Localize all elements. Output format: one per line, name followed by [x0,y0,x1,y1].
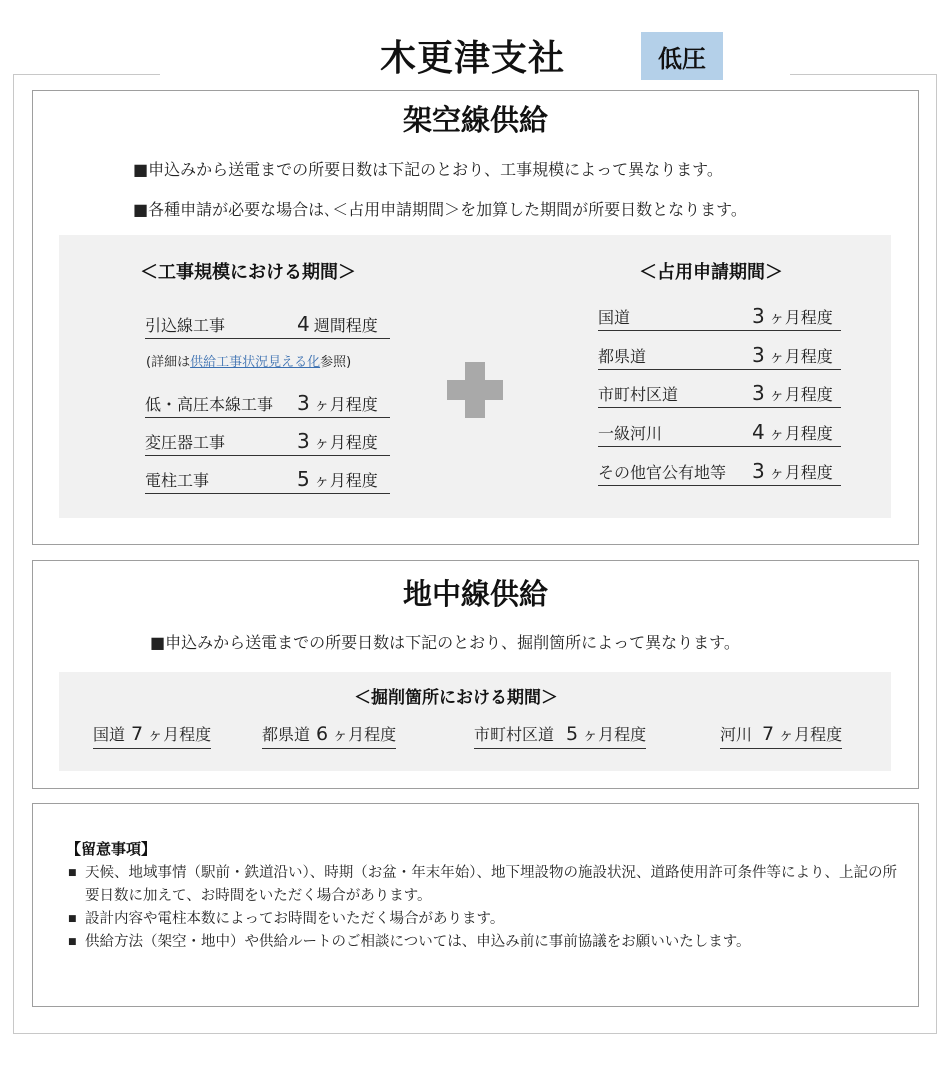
remark-item [68,908,898,931]
visibility-link[interactable]: 供給工事状況見える化 [190,355,321,370]
work-row-service-line[interactable] [145,312,390,339]
work-row-transformer[interactable] [145,429,390,456]
underground-title: 地中線供給 [402,577,548,611]
excavation-num: 7 [131,723,144,745]
excavation-label: 市町村区道 [474,725,555,744]
permit-label: 市町村区道 [598,385,679,404]
bullet-icon: ■ [68,937,77,947]
excavation-num: 5 [566,723,579,745]
work-label: 低・高圧本線工事 [145,395,274,414]
permit-label: 都県道 [598,347,647,366]
permit-unit: ヶ月程度 [768,308,833,327]
excavation-unit: ヶ月程度 [332,725,397,744]
work-unit: ヶ月程度 [313,395,378,414]
permit-num: 3 [752,459,765,483]
voltage-badge: 低圧 [641,32,723,80]
excavation-municipal-road[interactable] [474,722,646,749]
excavation-unit: ヶ月程度 [582,725,647,744]
detail-suffix: 参照) [320,355,352,370]
underground-note: ■申込みから送電までの所要日数は下記のとおり、掘削箇所によって異なります。 [150,633,740,652]
detail-note [146,351,351,370]
work-row-pole[interactable] [145,467,390,494]
work-num: 5 [297,467,310,491]
permit-num: 3 [752,381,765,405]
work-scale-header: ＜工事規模における期間＞ [140,262,356,283]
remark-item [68,862,898,908]
permit-unit: ヶ月程度 [768,347,833,366]
work-num: 4 [297,312,310,336]
work-row-main-line[interactable] [145,391,390,418]
permit-unit: ヶ月程度 [768,463,833,482]
remark-text: 供給方法（架空・地中）や供給ルートのご相談については、申込み前に事前協議をお願いいたします。 [85,934,751,950]
detail-prefix: (詳細は [146,355,191,370]
permit-row-municipal-road[interactable] [598,381,841,408]
permit-num: 4 [752,420,765,444]
permit-header: ＜占用申請期間＞ [639,262,783,283]
remark-text: 天候、地域事情（駅前・鉄道沿い）、時期（お盆・年末年始）、地下埋設物の施設状況、道路使用許可条件等により、上記の所要日数に加えて、お時間をいただく場合があります。 [85,865,897,904]
plus-icon [447,362,503,418]
excavation-river[interactable] [720,722,842,749]
overhead-note-2: ■各種申請が必要な場合は､＜占用申請期間＞を加算した期間が所要日数となります。 [133,200,747,219]
excavation-label: 河川 [720,725,753,744]
overhead-note-1: ■申込みから送電までの所要日数は下記のとおり、工事規模によって異なります。 [133,160,723,179]
remarks-list [68,862,898,954]
excavation-national-road[interactable] [93,722,211,749]
permit-num: 3 [752,304,765,328]
work-unit: 週間程度 [313,316,378,335]
work-unit: ヶ月程度 [313,471,378,490]
excavation-header: ＜掘削箇所における期間＞ [354,688,558,708]
permit-unit: ヶ月程度 [768,424,833,443]
bullet-icon: ■ [68,868,77,878]
work-unit: ヶ月程度 [313,433,378,452]
overhead-title: 架空線供給 [402,103,548,137]
remarks-title: 【留意事項】 [66,840,157,858]
remark-item [68,931,898,954]
work-label: 電柱工事 [145,471,210,490]
page-title: 木更津支社 [380,38,566,79]
remark-text: 設計内容や電柱本数によってお時間をいただく場合があります。 [85,911,505,927]
permit-unit: ヶ月程度 [768,385,833,404]
permit-row-prefectural-road[interactable] [598,343,841,370]
work-num: 3 [297,429,310,453]
permit-label: 一級河川 [598,424,663,443]
work-label: 変圧器工事 [145,433,226,452]
permit-row-national-road[interactable] [598,304,841,331]
permit-label: その他官公有地等 [598,463,727,482]
excavation-num: 6 [316,723,329,745]
excavation-unit: ヶ月程度 [147,725,212,744]
bullet-icon: ■ [68,914,77,924]
work-label: 引込線工事 [145,316,226,335]
excavation-label: 都県道 [262,725,311,744]
excavation-unit: ヶ月程度 [778,725,843,744]
work-num: 3 [297,391,310,415]
excavation-prefectural-road[interactable] [262,722,396,749]
permit-row-other-public-land[interactable] [598,459,841,486]
permit-label: 国道 [598,308,631,327]
excavation-label: 国道 [93,725,126,744]
permit-num: 3 [752,343,765,367]
permit-row-river[interactable] [598,420,841,447]
excavation-num: 7 [762,723,775,745]
